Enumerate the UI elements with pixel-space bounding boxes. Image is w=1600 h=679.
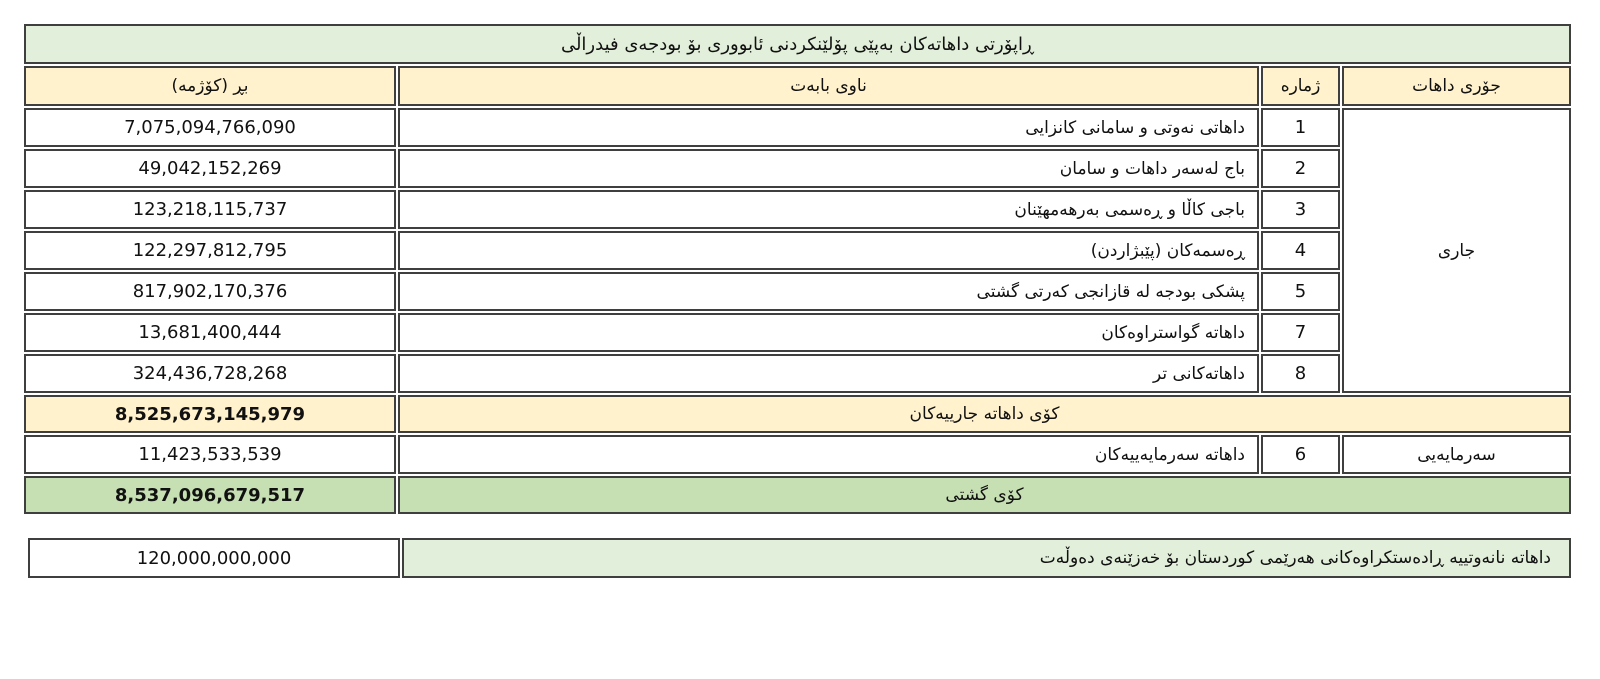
row-amount: 122,297,812,795 [24,231,396,270]
revenue-report-table [22,22,1573,516]
row-number: 6 [1261,435,1340,474]
col-header-type: جۆری داهات [1342,66,1571,106]
row-amount: 817,902,170,376 [24,272,396,311]
header-row [24,66,1571,106]
row-number: 8 [1261,354,1340,393]
footer-note-amount: 120,000,000,000 [28,538,400,578]
footer-row [28,538,1571,578]
row-subject: ڕەسمەکان (پێبژاردن) [398,231,1259,270]
row-number: 4 [1261,231,1340,270]
group-label-capital: سەرمایەیی [1342,435,1571,474]
report-title: ڕاپۆرتی داهاتەکان بەپێی پۆلێنکردنی ئابووری بۆ بودجەی فیدراڵی [24,24,1571,64]
subtotal-label: کۆی داهاتە جارییەکان [398,395,1571,433]
row-amount: 324,436,728,268 [24,354,396,393]
row-number: 7 [1261,313,1340,352]
table-row [24,313,1571,352]
total-label: کۆی گشتی [398,476,1571,514]
row-subject: داهاتە سەرمایەییەکان [398,435,1259,474]
row-subject: داهاتە گواستراوەکان [398,313,1259,352]
subtotal-row [24,395,1571,433]
subtotal-amount: 8,525,673,145,979 [24,395,396,433]
total-amount: 8,537,096,679,517 [24,476,396,514]
footer-note-label: داهاتە نانەوتییە ڕادەستکراوەکانی هەرێمی کوردستان بۆ خەزێنەی دەوڵەت [402,538,1571,578]
footer-note-table [26,536,1573,580]
table-row [24,231,1571,270]
group-label-current: جاری [1342,108,1571,393]
row-subject: پشکی بودجە لە قازانجی کەرتی گشتی [398,272,1259,311]
table-row [24,354,1571,393]
total-row [24,476,1571,514]
row-subject: داهاتەکانی تر [398,354,1259,393]
row-subject: داهاتی نەوتی و سامانی کانزایی [398,108,1259,147]
row-amount: 13,681,400,444 [24,313,396,352]
table-row [24,272,1571,311]
row-number: 1 [1261,108,1340,147]
row-number: 5 [1261,272,1340,311]
capital-row [24,435,1571,474]
row-number: 3 [1261,190,1340,229]
col-header-number: ژمارە [1261,66,1340,106]
row-amount: 49,042,152,269 [24,149,396,188]
row-amount: 11,423,533,539 [24,435,396,474]
row-amount: 123,218,115,737 [24,190,396,229]
row-subject: باجی کاڵا و ڕەسمی بەرهەمهێنان [398,190,1259,229]
row-number: 2 [1261,149,1340,188]
row-amount: 7,075,094,766,090 [24,108,396,147]
report-page [26,0,1573,580]
title-row [24,24,1571,64]
col-header-amount: بڕ (کۆژمە) [24,66,396,106]
table-row [24,108,1571,147]
col-header-subject: ناوی بابەت [398,66,1259,106]
row-subject: باج لەسەر داهات و سامان [398,149,1259,188]
table-row [24,190,1571,229]
table-row [24,149,1571,188]
